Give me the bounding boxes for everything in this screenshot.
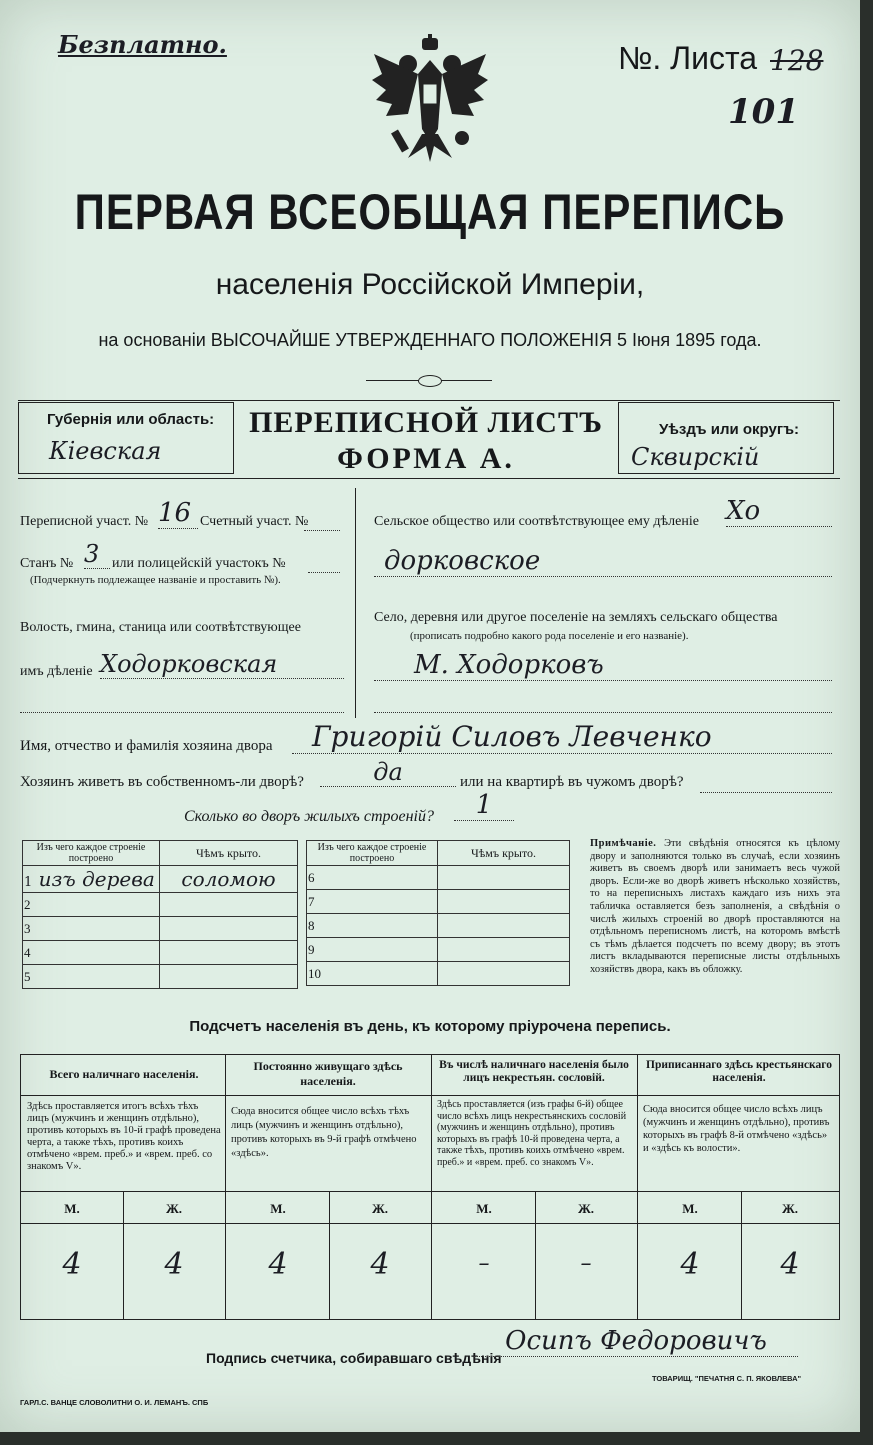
sheet-number-handwritten: 101: [728, 92, 799, 132]
count-col1-m-value: 4: [62, 1247, 82, 1282]
count-col2-zh-value: 4: [370, 1247, 390, 1282]
police-blank: [308, 572, 340, 573]
count-col4-zh-label: Ж.: [781, 1201, 799, 1216]
count-table: [20, 1054, 840, 1320]
uchastok-value: 16: [158, 498, 198, 529]
count-col2-head: Постоянно живущаго здѣсь населенія.: [253, 1059, 403, 1088]
count-col1-zh-value: 4: [164, 1247, 184, 1282]
gubernia-value: Кіевская: [49, 437, 162, 465]
village-label: Село, деревня или другое поселеніе на земляхъ сельскаго общества: [374, 610, 778, 625]
roof-cell: соломою: [160, 866, 298, 893]
owner-name-value: Григорій Силовъ Левченко: [292, 720, 832, 754]
buildings-count-value: 1: [454, 790, 514, 821]
count-col2-desc: Сюда вносится общее число всѣхъ тѣхъ лицъ (мужчинъ и женщинъ отдѣльно), противъ которыхъ въ 9-й графѣ отмѣчено «здѣсь».: [231, 1106, 417, 1159]
own-yard-value: да: [320, 758, 456, 787]
form-name: ФОРМА А.: [337, 442, 515, 475]
village-note: (прописать подробно какого рода поселеніе и его названіе).: [410, 630, 689, 642]
stan-value: 3: [84, 540, 110, 569]
signature-value: Осипъ Федоровичъ: [474, 1326, 798, 1357]
own-yard-label: Хозяинъ живетъ въ собственномъ-ли дворѣ?: [20, 774, 304, 790]
table-row: 7: [307, 890, 570, 914]
volost-label-2: имъ дѣленіе: [20, 664, 93, 679]
uezd-box: [618, 402, 834, 474]
count-col3-m-value: –: [478, 1251, 490, 1276]
note-block: [590, 838, 840, 977]
count-col4-desc: Сюда вносится общее число всѣхъ лицъ (мужчинъ и женщинъ отдѣльно), противъ которыхъ въ графѣ 8-й отмѣчено «здѣсь» и «здѣсь къ волости».: [643, 1104, 830, 1154]
police-label: или полицейскій участокъ №: [112, 556, 286, 571]
fields-divider: [355, 488, 356, 718]
village-value: М. Ходорковъ: [374, 650, 832, 681]
ornament-divider-center: [418, 375, 442, 387]
society-value-2: дорковское: [374, 546, 832, 577]
scan-edge-right: [860, 0, 873, 1445]
count-col1-m-label: М.: [64, 1201, 80, 1216]
count-col3-desc: Здѣсь проставляется (изъ графы 6-й) общее число всѣхъ лицъ некрестьянскихъ сословій (мужчинъ и женщинъ отдѣльно), противъ которыхъ въ графѣ 10-й проведена черта, а также тѣхъ, противъ коихъ отмѣчено «врем. преб.» и «врем. преб. со знакомъ V».: [437, 1099, 627, 1168]
note-text: Эти свѣдѣнія относятся къ цѣлому двору и заполняются только въ случаѣ, если хозяинъ живетъ въ своемъ дворѣ или занимаетъ весь чужой дворъ. Если-же во дворѣ живетъ нѣсколько хозяйствъ, то на переписныхъ листахъ каждаго изъ нихъ эта табличка оставляется безъ заполненія, а свѣдѣнія о числѣ жилыхъ строеній во дворѣ проставляются на отдѣльномъ переписномъ листѣ, на которомъ вмѣстѣ съ тѣмъ дѣлается подсчетъ по всему двору; въ этотъ листъ вкладываются переписные листы отдѣльныхъ хозяйствъ двора, какъ въ обложку.: [590, 838, 840, 975]
buildings-count-label: Сколько во дворъ жилыхъ строеній?: [184, 808, 434, 825]
table-row: 3: [23, 917, 298, 941]
count-col3-head: Въ числѣ наличнаго населенія было лицъ некрестьян. сословій.: [439, 1059, 629, 1084]
sheet-number-label: №. Листа: [618, 40, 758, 76]
volost-blank-line: [20, 712, 344, 713]
rent-label: или на квартирѣ въ чужомъ дворѣ?: [460, 774, 684, 790]
count-col2-m-label: М.: [270, 1201, 286, 1216]
scan-edge-bottom: [0, 1432, 873, 1445]
table-row: 8: [307, 914, 570, 938]
table-row: 10: [307, 962, 570, 986]
schetny-blank: [304, 530, 340, 531]
form-top-rule: [18, 400, 840, 401]
form-title: ПЕРЕПИСНОЙ ЛИСТЪ: [249, 406, 603, 439]
buildings-table-right: [306, 840, 570, 986]
page-subtitle: населенія Россійской Имперіи,: [215, 268, 645, 301]
gubernia-label: Губернія или область:: [47, 411, 215, 428]
buildings-col-material: Изъ чего каждое строеніе построено: [23, 841, 160, 866]
signature-label: Подпись счетчика, собиравшаго свѣдѣнія: [206, 1350, 502, 1366]
double-headed-eagle-emblem: [368, 34, 492, 164]
owner-name-label: Имя, отчество и фамилія хозяина двора: [20, 738, 273, 754]
uezd-value: Сквирскій: [631, 443, 760, 471]
table-row: 2: [23, 893, 298, 917]
material-cell: изъ дерева: [38, 867, 155, 891]
sheet-number-value: 128: [770, 44, 824, 77]
count-title: Подсчетъ населенія въ день, къ которому пріурочена перепись.: [189, 1018, 671, 1035]
table-row: 4: [23, 941, 298, 965]
village-blank-line: [374, 712, 832, 713]
society-value-1: Хо: [726, 496, 832, 527]
count-col4-m-value: 4: [680, 1247, 700, 1282]
count-col1-zh-label: Ж.: [165, 1201, 183, 1216]
table-row: 6: [307, 866, 570, 890]
gubernia-box: [18, 402, 234, 474]
count-col2-zh-label: Ж.: [371, 1201, 389, 1216]
form-rule: [18, 478, 840, 479]
count-col2-m-value: 4: [268, 1247, 288, 1282]
table-row: 5: [23, 965, 298, 989]
table-row: 9: [307, 938, 570, 962]
printer-right: ТОВАРИЩ. "ПЕЧАТНЯ С. П. ЯКОВЛЕВА": [652, 1374, 802, 1383]
note-head: Примѣчаніе.: [590, 838, 657, 849]
buildings-table-left: [22, 840, 298, 989]
count-col1-desc: Здѣсь проставляется итогъ всѣхъ тѣхъ лицъ (мужчинъ и женщинъ отдѣльно), противъ которыхъ въ 10-й графѣ проведена черта, а также тѣхъ, противъ коихъ отмѣчено «врем. преб.» и «врем. преб. со знакомъ V».: [27, 1101, 221, 1172]
table-row: 1 изъ дерева соломою: [23, 866, 298, 893]
buildings-col-material-2: Изъ чего каждое строеніе построено: [307, 841, 438, 866]
count-col3-zh-value: –: [580, 1251, 592, 1276]
count-col4-zh-value: 4: [780, 1247, 800, 1282]
page-title: ПЕРВАЯ ВСЕОБЩАЯ ПЕРЕПИСЬ: [74, 183, 786, 240]
count-col3-zh-label: Ж.: [577, 1201, 595, 1216]
free-label: Безплатно.: [58, 30, 227, 59]
volost-value: Ходорковская: [100, 650, 344, 679]
volost-label: Волость, гмина, станица или соотвѣтствующее: [20, 620, 301, 635]
count-col1-head: Всего наличнаго населенія.: [49, 1067, 199, 1081]
underline-note: (Подчеркнуть подлежащее названіе и проставить №).: [30, 574, 281, 586]
schetny-label: Счетный участ. №: [200, 514, 309, 529]
buildings-col-roof-2: Чѣмъ крыто.: [438, 841, 570, 866]
printer-left: ГАРЛ.С. ВАНЦЕ СЛОВОЛИТНИ О. И. ЛЕМАНЪ. СПБ: [20, 1398, 209, 1407]
rent-blank: [700, 792, 832, 793]
buildings-col-roof: Чѣмъ крыто.: [160, 841, 298, 866]
uchastok-label: Переписной участ. №: [20, 514, 149, 529]
uezd-label: Уѣздъ или округъ:: [659, 421, 800, 438]
count-col4-m-label: М.: [682, 1201, 698, 1216]
stan-label: Станъ №: [20, 556, 74, 571]
society-label: Сельское общество или соотвѣтствующее ему дѣленіе: [374, 514, 699, 529]
count-col3-m-label: М.: [476, 1201, 492, 1216]
legal-basis: на основаніи ВЫСОЧАЙШЕ УТВЕРЖДЕННАГО ПОЛОЖЕНІЯ 5 Іюня 1895 года.: [98, 330, 762, 350]
count-col4-head: Приписаннаго здѣсь крестьянскаго населенія.: [646, 1059, 832, 1084]
form-title-block: [236, 406, 616, 476]
